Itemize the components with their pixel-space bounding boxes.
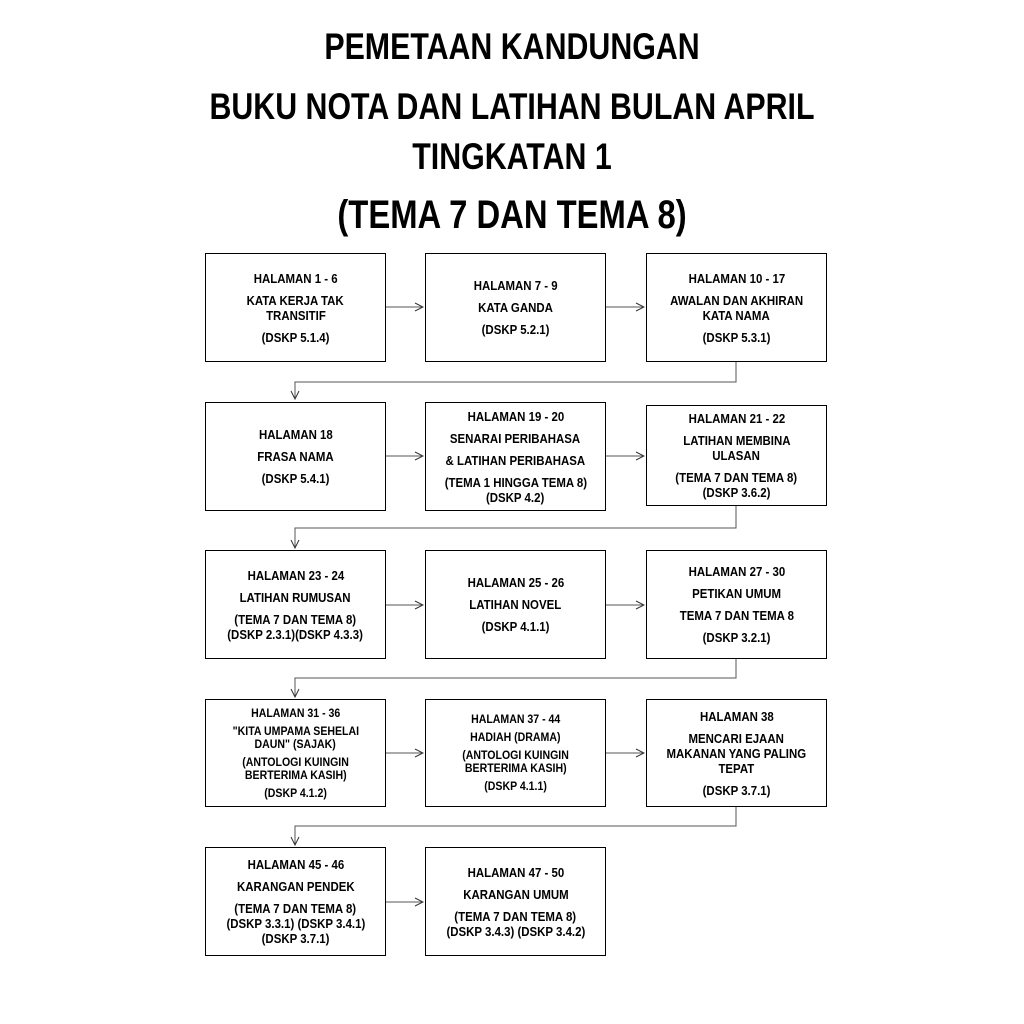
box-text-line: HALAMAN 1 - 6 <box>253 270 338 286</box>
flow-box-halaman-7-9 <box>425 253 606 362</box>
flow-box-halaman-18 <box>205 402 386 511</box>
box-text-line: (DSKP 3.3.1) (DSKP 3.4.1) <box>226 916 365 931</box>
box-text-line: (DSKP 3.7.1) <box>261 931 330 946</box>
box-text-line: TRANSITIF <box>265 307 326 323</box>
box-text-line: (TEMA 7 DAN TEMA 8) <box>454 908 577 924</box>
flow-box-halaman-21-22 <box>646 405 827 506</box>
box-text-line: (ANTOLOGI KUINGIN <box>462 748 569 762</box>
flow-box-halaman-27-30 <box>646 550 827 659</box>
flow-box-halaman-38 <box>646 699 827 807</box>
box-text-line: (TEMA 7 DAN TEMA 8) <box>234 901 357 916</box>
box-text-line: HALAMAN 27 - 30 <box>688 564 785 579</box>
box-text-line: HALAMAN 7 - 9 <box>473 278 558 293</box>
box-text-line: HALAMAN 31 - 36 <box>250 705 341 720</box>
box-text-line: KATA KERJA TAK <box>246 292 345 308</box>
box-text-line: (DSKP 3.4.3) (DSKP 3.4.2) <box>446 923 585 939</box>
box-text-line: (TEMA 7 DAN TEMA 8) <box>234 611 357 627</box>
box-text-line: (DSKP 3.7.1) <box>702 782 771 798</box>
box-text-line: (DSKP 5.2.1) <box>481 322 550 337</box>
box-text-line: LATIHAN NOVEL <box>469 597 562 612</box>
box-text-line: HALAMAN 23 - 24 <box>247 567 344 583</box>
box-text-line: (DSKP 2.3.1)(DSKP 4.3.3) <box>227 626 364 642</box>
box-text-line: SENARAI PERIBAHASA <box>450 430 581 446</box>
box-text-line: "KITA UMPAMA SEHELAI <box>232 723 359 738</box>
flow-box-halaman-47-50 <box>425 847 606 956</box>
box-text-line: (DSKP 4.2) <box>486 489 545 505</box>
box-text-line: LATIHAN RUMUSAN <box>239 589 351 605</box>
box-text-line: (DSKP 5.1.4) <box>261 329 330 345</box>
flow-box-halaman-1-6 <box>205 253 386 362</box>
box-text-line: HALAMAN 18 <box>258 427 333 442</box>
title-line-1: PEMETAAN KANDUNGAN <box>324 26 700 67</box>
box-text-line: HALAMAN 47 - 50 <box>467 864 564 880</box>
box-text-line: LATIHAN MEMBINA <box>682 433 791 448</box>
box-text-line: MENCARI EJAAN <box>688 730 785 746</box>
box-text-line: (TEMA 7 DAN TEMA 8) <box>675 470 798 485</box>
arrow-row3-row4 <box>295 659 736 697</box>
box-text-line: HADIAH (DRAMA) <box>470 730 561 744</box>
box-text-line: FRASA NAMA <box>257 449 334 464</box>
arrow-row1-row2 <box>295 362 736 399</box>
box-text-line: AWALAN DAN AKHIRAN <box>669 292 804 308</box>
title-line-4: (TEMA 7 DAN TEMA 8) <box>337 193 687 237</box>
box-text-line: KARANGAN UMUM <box>462 886 569 902</box>
box-text-line: (ANTOLOGI KUINGIN <box>242 754 349 769</box>
title-line-3: TINGKATAN 1 <box>412 136 612 177</box>
box-text-line: HALAMAN 37 - 44 <box>470 712 561 726</box>
box-text-line: MAKANAN YANG PALING <box>666 745 807 761</box>
box-text-line: ULASAN <box>712 448 761 463</box>
flow-box-halaman-45-46 <box>205 847 386 956</box>
box-text-line: PETIKAN UMUM <box>692 586 781 601</box>
box-text-line: HALAMAN 38 <box>699 708 774 724</box>
box-text-line: HALAMAN 21 - 22 <box>688 411 785 426</box>
box-text-line: (DSKP 4.1.2) <box>264 785 327 800</box>
box-text-line: TEMA 7 DAN TEMA 8 <box>679 608 794 623</box>
box-text-line: (DSKP 4.1.1) <box>481 619 550 634</box>
box-text-line: (DSKP 5.4.1) <box>261 471 330 486</box>
arrow-row4-row5 <box>295 807 736 845</box>
box-text-line: HALAMAN 10 - 17 <box>688 270 785 286</box>
arrow-row2-row3 <box>295 506 736 548</box>
box-text-line: DAUN" (SAJAK) <box>254 736 337 751</box>
flow-box-halaman-31-36 <box>205 699 386 807</box>
flow-box-halaman-37-44 <box>425 699 606 807</box>
flow-box-halaman-19-20 <box>425 402 606 511</box>
box-text-line: TEPAT <box>718 760 755 776</box>
box-text-line: (DSKP 3.6.2) <box>702 485 771 500</box>
box-text-line: HALAMAN 25 - 26 <box>467 575 564 590</box>
flow-box-halaman-25-26 <box>425 550 606 659</box>
box-text-line: (DSKP 4.1.1) <box>484 779 547 793</box>
box-text-line: (DSKP 3.2.1) <box>702 630 771 645</box>
box-text-line: HALAMAN 45 - 46 <box>247 857 344 872</box>
box-text-line: & LATIHAN PERIBAHASA <box>445 452 586 468</box>
box-text-line: BERTERIMA KASIH) <box>464 761 567 775</box>
box-text-line: BERTERIMA KASIH) <box>244 767 347 782</box>
box-text-line: KARANGAN PENDEK <box>236 879 355 894</box>
box-text-line: (TEMA 1 HINGGA TEMA 8) <box>444 474 587 490</box>
flow-box-halaman-23-24 <box>205 550 386 659</box>
box-text-line: (DSKP 5.3.1) <box>702 329 771 345</box>
box-text-line: HALAMAN 19 - 20 <box>467 408 564 424</box>
flow-box-halaman-10-17 <box>646 253 827 362</box>
title-line-2: BUKU NOTA DAN LATIHAN BULAN APRIL <box>209 86 815 127</box>
box-text-line: KATA GANDA <box>478 300 553 315</box>
box-text-line: KATA NAMA <box>702 307 771 323</box>
